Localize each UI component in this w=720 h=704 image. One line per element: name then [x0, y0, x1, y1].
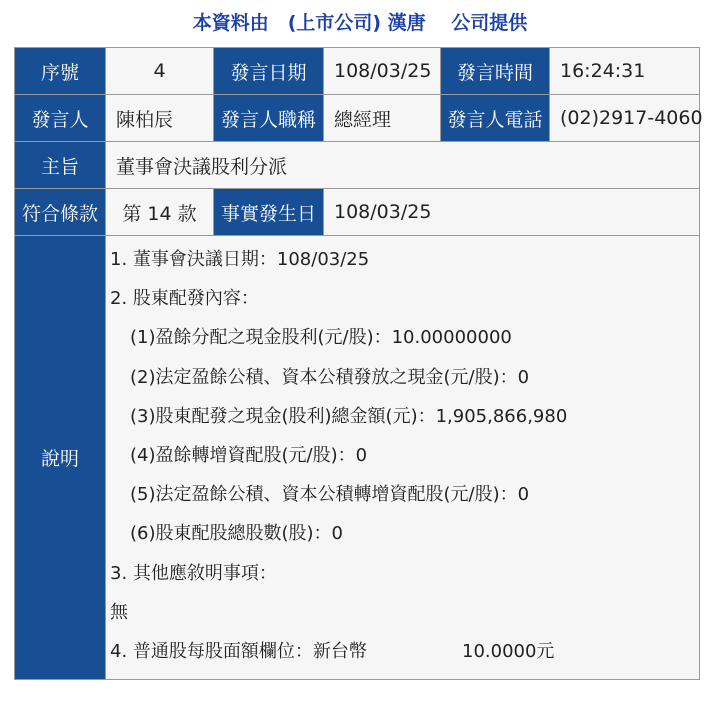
seq-value: 4 [106, 48, 214, 95]
desc-line: 3. 其他應敘明事項： [110, 562, 277, 584]
time-label: 發言時間 [441, 48, 550, 95]
date-value: 108/03/25 [324, 48, 441, 95]
desc-line: (1)盈餘分配之現金股利(元/股)：10.00000000 [130, 327, 512, 349]
par-value-amount: 10.0000元 [462, 640, 555, 662]
page-header: 本資料由 (上市公司) 漢唐 公司提供 [192, 12, 528, 34]
par-value-line [110, 632, 699, 671]
description-label: 說明 [15, 236, 106, 680]
speaker-phone-value: (02)2917-4060 [550, 95, 700, 142]
announcement-table [14, 47, 703, 680]
row-seq-date-time [15, 48, 700, 95]
date-label: 發言日期 [214, 48, 324, 95]
par-value-label: 4. 普通股每股面額欄位：新台幣 [110, 640, 367, 662]
desc-line: 無 [110, 601, 128, 623]
desc-line: (4)盈餘轉增資配股(元/股)：0 [130, 444, 368, 466]
description-body [106, 236, 700, 680]
speaker-phone-label: 發言人電話 [441, 95, 550, 142]
subject-label: 主旨 [15, 142, 106, 189]
desc-line: (5)法定盈餘公積、資本公積轉增資配股(元/股)：0 [130, 484, 530, 506]
clause-value: 第 14 款 [106, 189, 214, 236]
row-description [15, 236, 700, 680]
desc-line: (2)法定盈餘公積、資本公積發放之現金(元/股)：0 [130, 366, 530, 388]
event-date-label: 事實發生日 [214, 189, 324, 236]
time-value: 16:24:31 [550, 48, 700, 95]
speaker-label: 發言人 [15, 95, 106, 142]
speaker-title-value: 總經理 [324, 95, 441, 142]
desc-line: (3)股東配發之現金(股利)總金額(元)：1,905,866,980 [130, 405, 568, 427]
row-subject [15, 142, 700, 189]
desc-line: 1. 董事會決議日期：108/03/25 [110, 249, 370, 270]
clause-label: 符合條款 [15, 189, 106, 236]
desc-line: 2. 股東配發內容： [110, 288, 259, 310]
subject-value: 董事會決議股利分派 [106, 142, 700, 189]
speaker-title-label: 發言人職稱 [214, 95, 324, 142]
row-speaker [15, 95, 700, 142]
row-clause [15, 189, 700, 236]
speaker-value: 陳柏辰 [106, 95, 214, 142]
desc-line: (6)股東配股總股數(股)：0 [130, 523, 343, 545]
seq-label: 序號 [15, 48, 106, 95]
event-date-value: 108/03/25 [324, 189, 700, 236]
